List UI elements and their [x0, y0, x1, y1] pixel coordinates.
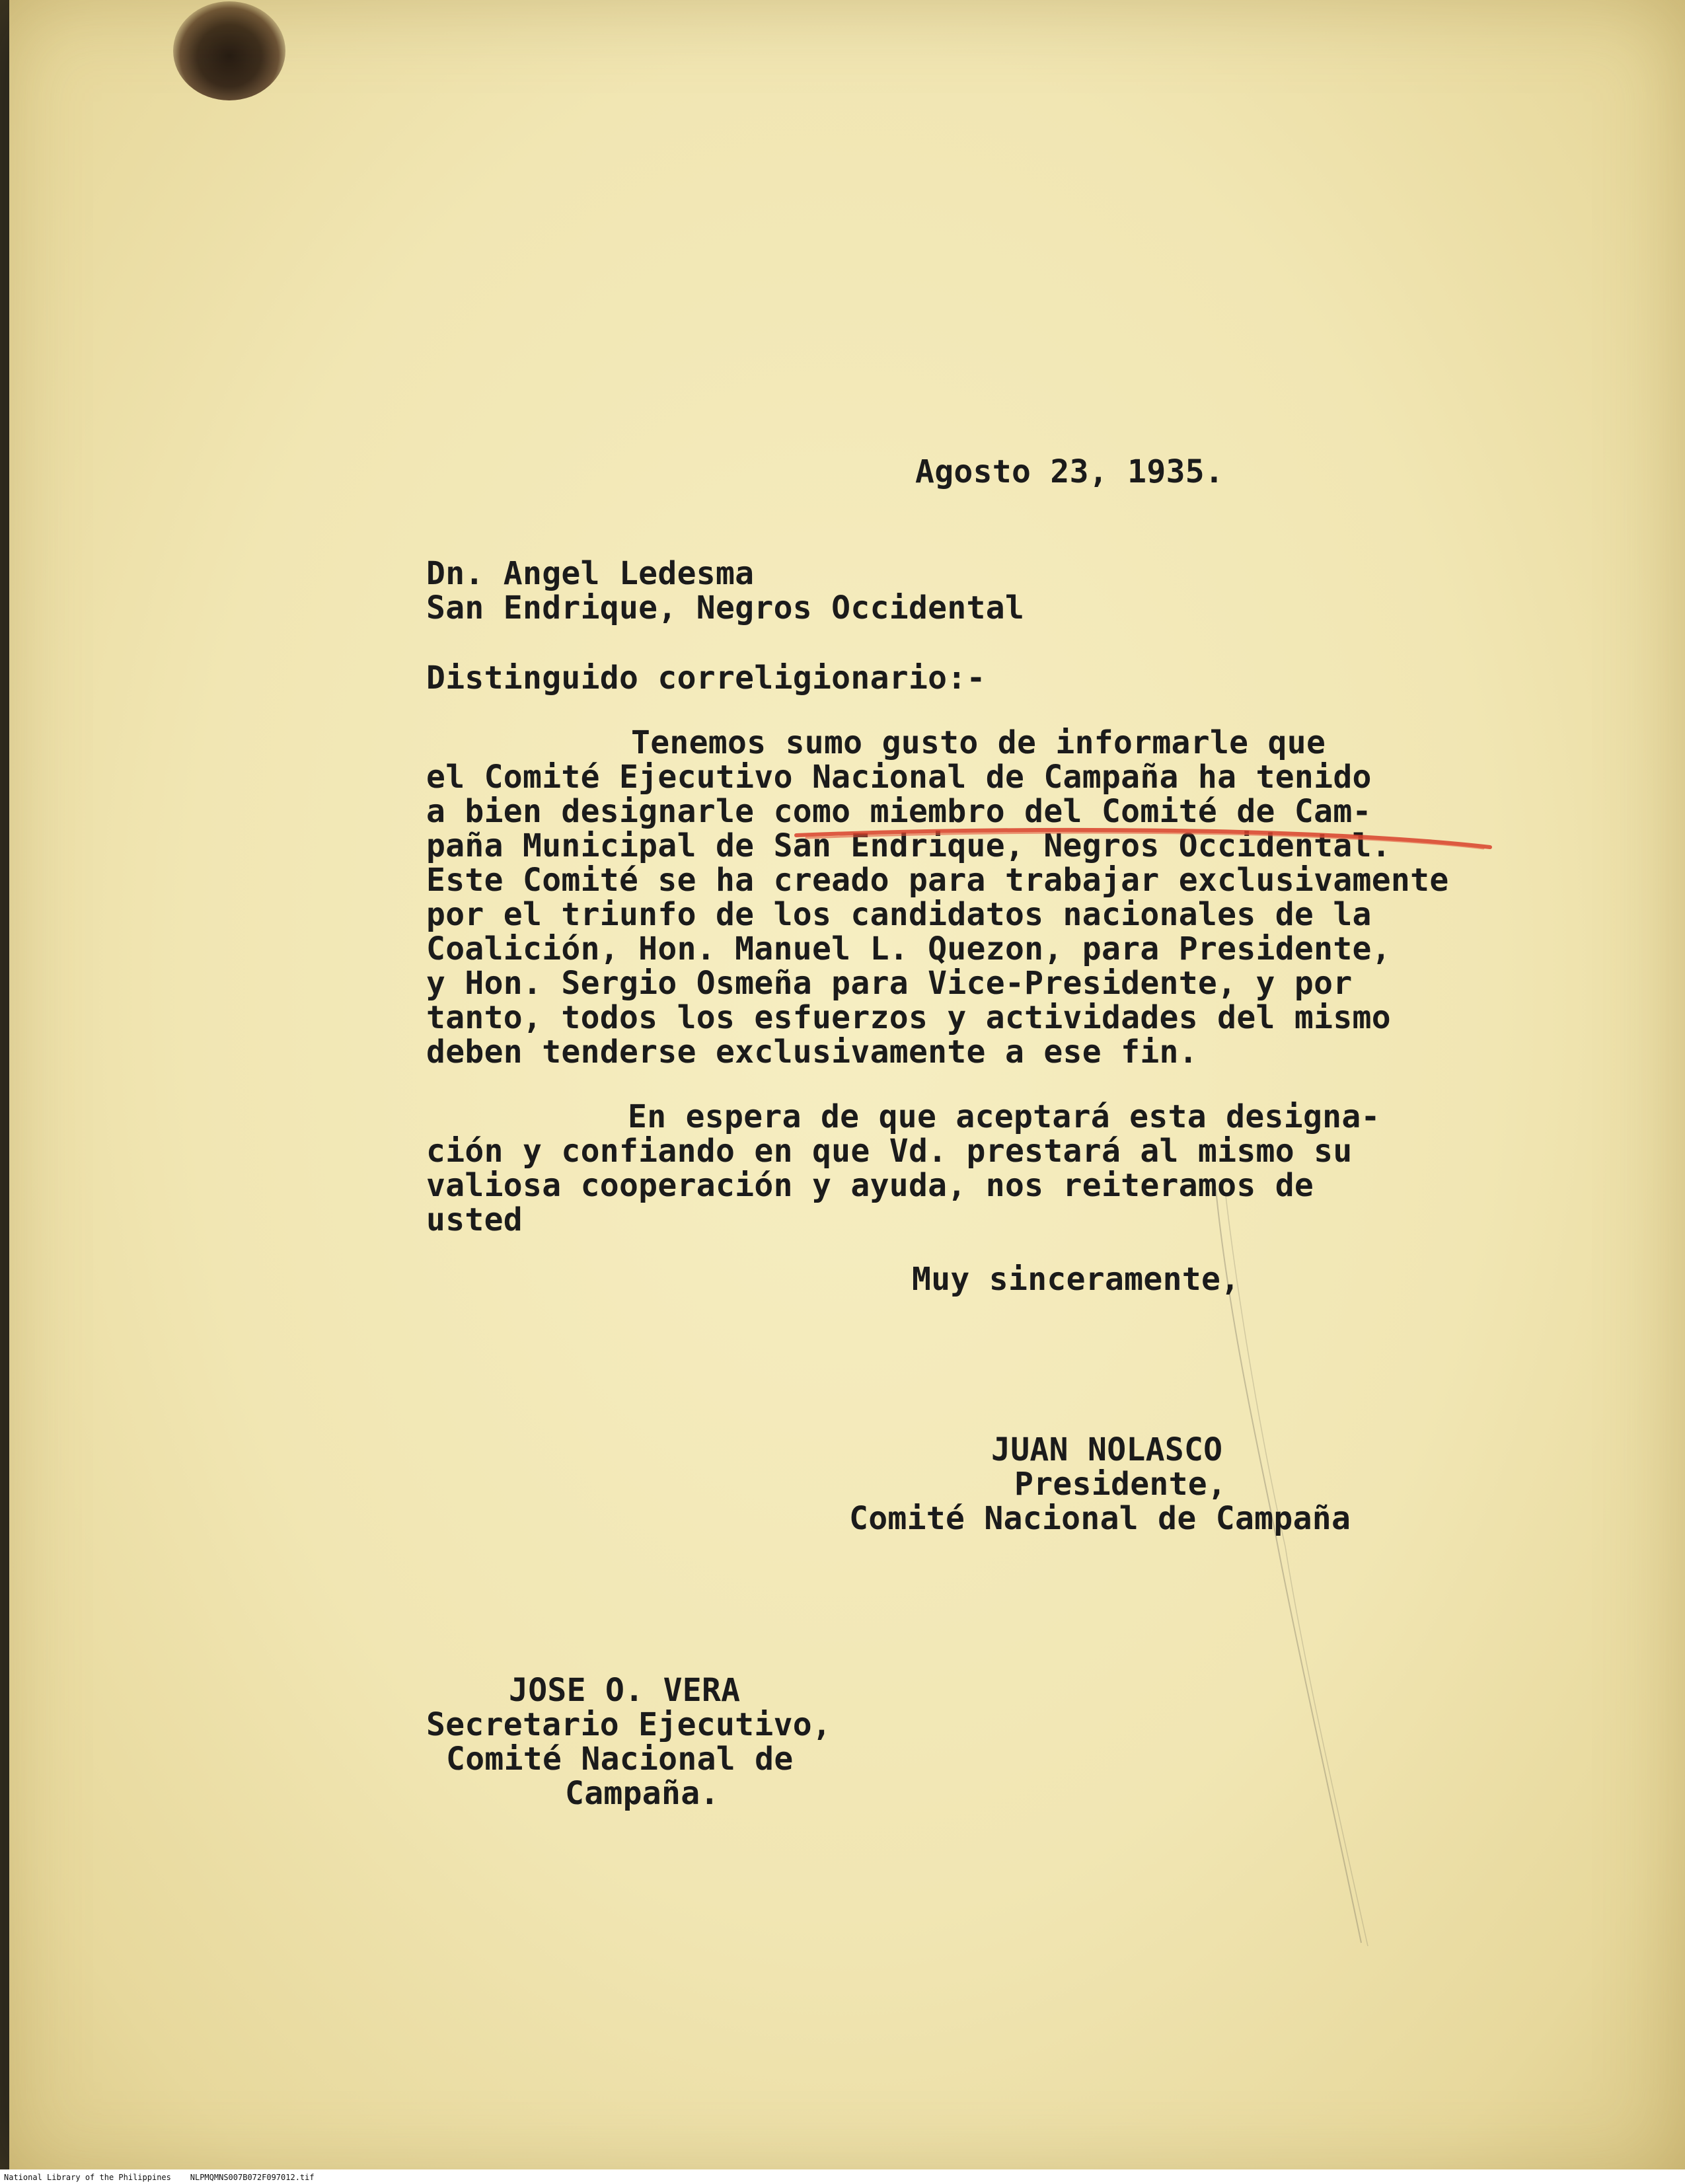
footer-label: National Library of the Philippines NLPMQMNS007B072F097012.tif [4, 2173, 315, 2182]
paragraph-1-line: deben tenderse exclusivamente a ese fin. [426, 1034, 1198, 1071]
secretary-title: Secretario Ejecutivo, [426, 1706, 832, 1743]
paragraph-2-line: En espera de que aceptará esta designa- [628, 1098, 1380, 1135]
paragraph-1-line: el Comité Ejecutivo Nacional de Campaña ha tenido [426, 759, 1372, 796]
secretary-org-line-2: Campaña. [565, 1775, 720, 1812]
recipient-name: Dn. Angel Ledesma [426, 555, 755, 592]
paragraph-1-line: paña Municipal de San Endrique, Negros Occidental. [426, 827, 1391, 864]
paragraph-1-line: Este Comité se ha creado para trabajar exclusivamente [426, 862, 1449, 899]
paragraph-1-line: Coalición, Hon. Manuel L. Quezon, para Presidente, [426, 930, 1391, 967]
paragraph-2-line: valiosa cooperación y ayuda, nos reiteramos de [426, 1167, 1314, 1204]
paragraph-2-line: usted [426, 1201, 523, 1238]
signatory-title: Presidente, [1014, 1466, 1227, 1503]
paragraph-1-line: por el triunfo de los candidatos nacionales de la [426, 896, 1372, 933]
recipient-address: San Endrique, Negros Occidental [426, 589, 1025, 626]
pencil-scribble [1203, 1189, 1374, 1949]
red-pencil-underline [793, 823, 1493, 850]
letter-date: Agosto 23, 1935. [915, 453, 1224, 490]
salutation: Distinguido correligionario:- [426, 659, 986, 697]
closing: Muy sinceramente, [912, 1261, 1240, 1298]
paragraph-1-line: a bien designarle como miembro del Comité de Cam- [426, 793, 1372, 830]
scan-edge [0, 0, 9, 2184]
paragraph-2-line: ción y confiando en que Vd. prestará al mismo su [426, 1133, 1353, 1170]
secretary-name: JOSE O. VERA [509, 1672, 741, 1709]
punch-hole-mark [173, 1, 285, 100]
secretary-org-line-1: Comité Nacional de [446, 1741, 794, 1778]
paragraph-1-line: y Hon. Sergio Osmeña para Vice-Presidente, y por [426, 965, 1353, 1002]
signatory-org: Comité Nacional de Campaña [849, 1500, 1351, 1537]
paragraph-1-line: tanto, todos los esfuerzos y actividades del mismo [426, 999, 1391, 1036]
signatory-name: JUAN NOLASCO [991, 1431, 1223, 1468]
paragraph-1-line: Tenemos sumo gusto de informarle que [631, 724, 1326, 761]
scan-footer [0, 2169, 1685, 2184]
